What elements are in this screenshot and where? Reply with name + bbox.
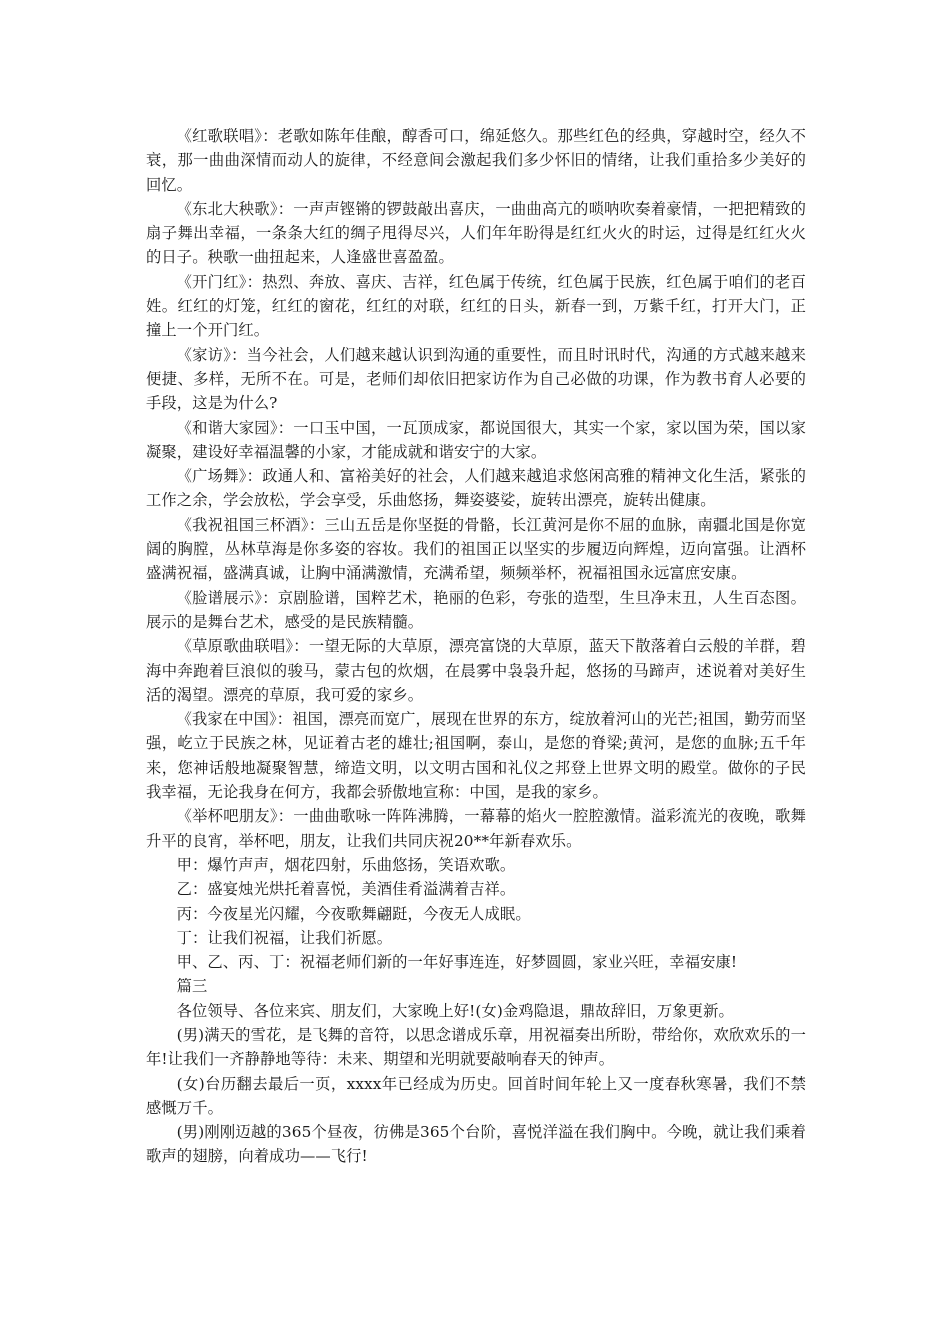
- paragraph-three-toasts: 《我祝祖国三杯酒》：三山五岳是你坚挺的骨骼，长江黄河是你不屈的血脉，南疆北国是你宽阔的胸膛，丛林草海是你多姿的容妆。我们的祖国正以坚实的步履迈向辉煌，迈向富强。让酒杯盛满祝福，盛满真诚，让胸中涌满激情，充满希望，频频举杯，祝福祖国永远富庶安康。: [146, 515, 806, 583]
- paragraph-square-dance: 《广场舞》：政通人和、富裕美好的社会，人们越来越追求悠闲高雅的精神文化生活，紧张的工作之余，学会放松，学会享受，乐曲悠扬，舞姿婆娑，旋转出漂亮，旋转出健康。: [146, 467, 806, 510]
- paragraph-red-songs: 《红歌联唱》：老歌如陈年佳酿，醇香可口，绵延悠久。那些红色的经典，穿越时空，经久不衰，那一曲曲深情而动人的旋律，不经意间会激起我们多少怀旧的情绪，让我们重拾多少美好的回忆。: [146, 127, 806, 194]
- document-body: [146, 124, 806, 1169]
- line-speaker-jia: 甲：爆竹声声，烟花四射，乐曲悠扬，笑语欢歌。: [176, 855, 516, 874]
- paragraph-male-snow: (男)满天的雪花，是飞舞的音符，以思念谱成乐章，用祝福奏出所盼，带给你，欢欣欢乐的一年!让我们一齐静静地等待：未来、期望和光明就要敲响春天的钟声。: [146, 1025, 806, 1069]
- paragraph-raise-glass: 《举杯吧朋友》：一曲曲歌咏一阵阵沸腾，一幕幕的焰火一腔腔激情。溢彩流光的夜晚，歌舞升平的良宵，举杯吧，朋友，让我们共同庆祝20**年新春欢乐。: [146, 807, 806, 850]
- paragraph-female-calendar: (女)台历翻去最后一页，xxxx年已经成为历史。回首时间年轮上又一度春秋寒暑，我们不禁感慨万千。: [146, 1074, 806, 1117]
- line-speaker-yi: 乙：盛宴烛光烘托着喜悦，美酒佳肴溢满着吉祥。: [176, 880, 516, 899]
- line-speaker-bing: 丙：今夜星光闪耀，今夜歌舞翩跹，今夜无人成眠。: [176, 904, 531, 923]
- paragraph-harmony-home: 《和谐大家园》：一口玉中国，一瓦顶成家，都说国很大，其实一个家，家以国为荣，国以家凝聚，建设好幸福温馨的小家，才能成就和谐安宁的大家。: [146, 418, 806, 461]
- paragraph-grassland-songs: 《草原歌曲联唱》：一望无际的大草原，漂亮富饶的大草原，蓝天下散落着白云般的羊群，碧海中奔跑着巨浪似的骏马，蒙古包的炊烟，在晨雾中袅袅升起，悠扬的马蹄声，述说着对美好生活的渴望。漂亮的草原，我可爱的家乡。: [146, 637, 806, 704]
- paragraph-kaimenhong: 《开门红》：热烈、奔放、喜庆、吉祥，红色属于传统，红色属于民族，红色属于咱们的老百姓。红红的灯笼，红红的窗花，红红的对联，红红的日头，新春一到，万紫千红，打开大门，正撞上一个开门红。: [146, 272, 806, 340]
- line-all-speakers: 甲、乙、丙、丁：祝福老师们新的一年好事连连，好梦圆圆，家业兴旺，幸福安康!: [176, 953, 738, 972]
- paragraph-home-in-china: 《我家在中国》：祖国，漂亮而宽广，展现在世界的东方，绽放着河山的光芒;祖国，勤劳而坚强，屹立于民族之林，见证着古老的雄壮;祖国啊，泰山，是您的脊梁;黄河，是您的血脉;五千年来，您神话般地凝聚智慧，缔造文明，以文明古国和礼仪之邦登上世界文明的殿堂。做你的子民我幸福，无论我身在何方，我都会骄傲地宣称：中国，是我的家乡。: [146, 710, 806, 802]
- section-heading-part-three: 篇三: [176, 977, 208, 996]
- paragraph-home-visit: 《家访》：当今社会，人们越来越认识到沟通的重要性，而且时讯时代，沟通的方式越来越来便捷、多样，无所不在。可是，老师们却依旧把家访作为自己必做的功课，作为教书育人必要的手段，这是为什么?: [146, 345, 806, 413]
- paragraph-yangge: 《东北大秧歌》：一声声铿锵的锣鼓敲出喜庆，一曲曲高亢的唢呐吹奏着豪情，一把把精致的扇子舞出幸福，一条条大红的绸子甩得尽兴，人们年年盼得是红红火火的时运，过得是红红火火的日子。秧歌一曲扭起来，人逢盛世喜盈盈。: [146, 199, 806, 267]
- paragraph-opera-masks: 《脸谱展示》：京剧脸谱，国粹艺术，艳丽的色彩，夸张的造型，生旦净末丑，人生百态图。展示的是舞台艺术，感受的是民族精髓。: [146, 588, 806, 631]
- line-speaker-ding: 丁：让我们祝福，让我们祈愿。: [176, 928, 393, 947]
- paragraph-greeting: 各位领导、各位来宾、朋友们，大家晚上好!(女)金鸡隐退，鼎故辞旧，万象更新。: [176, 1001, 734, 1020]
- paragraph-male-365: (男)刚刚迈越的365个昼夜，彷佛是365个台阶，喜悦洋溢在我们胸中。今晚，就让我们乘着歌声的翅膀，向着成功——飞行!: [146, 1123, 806, 1166]
